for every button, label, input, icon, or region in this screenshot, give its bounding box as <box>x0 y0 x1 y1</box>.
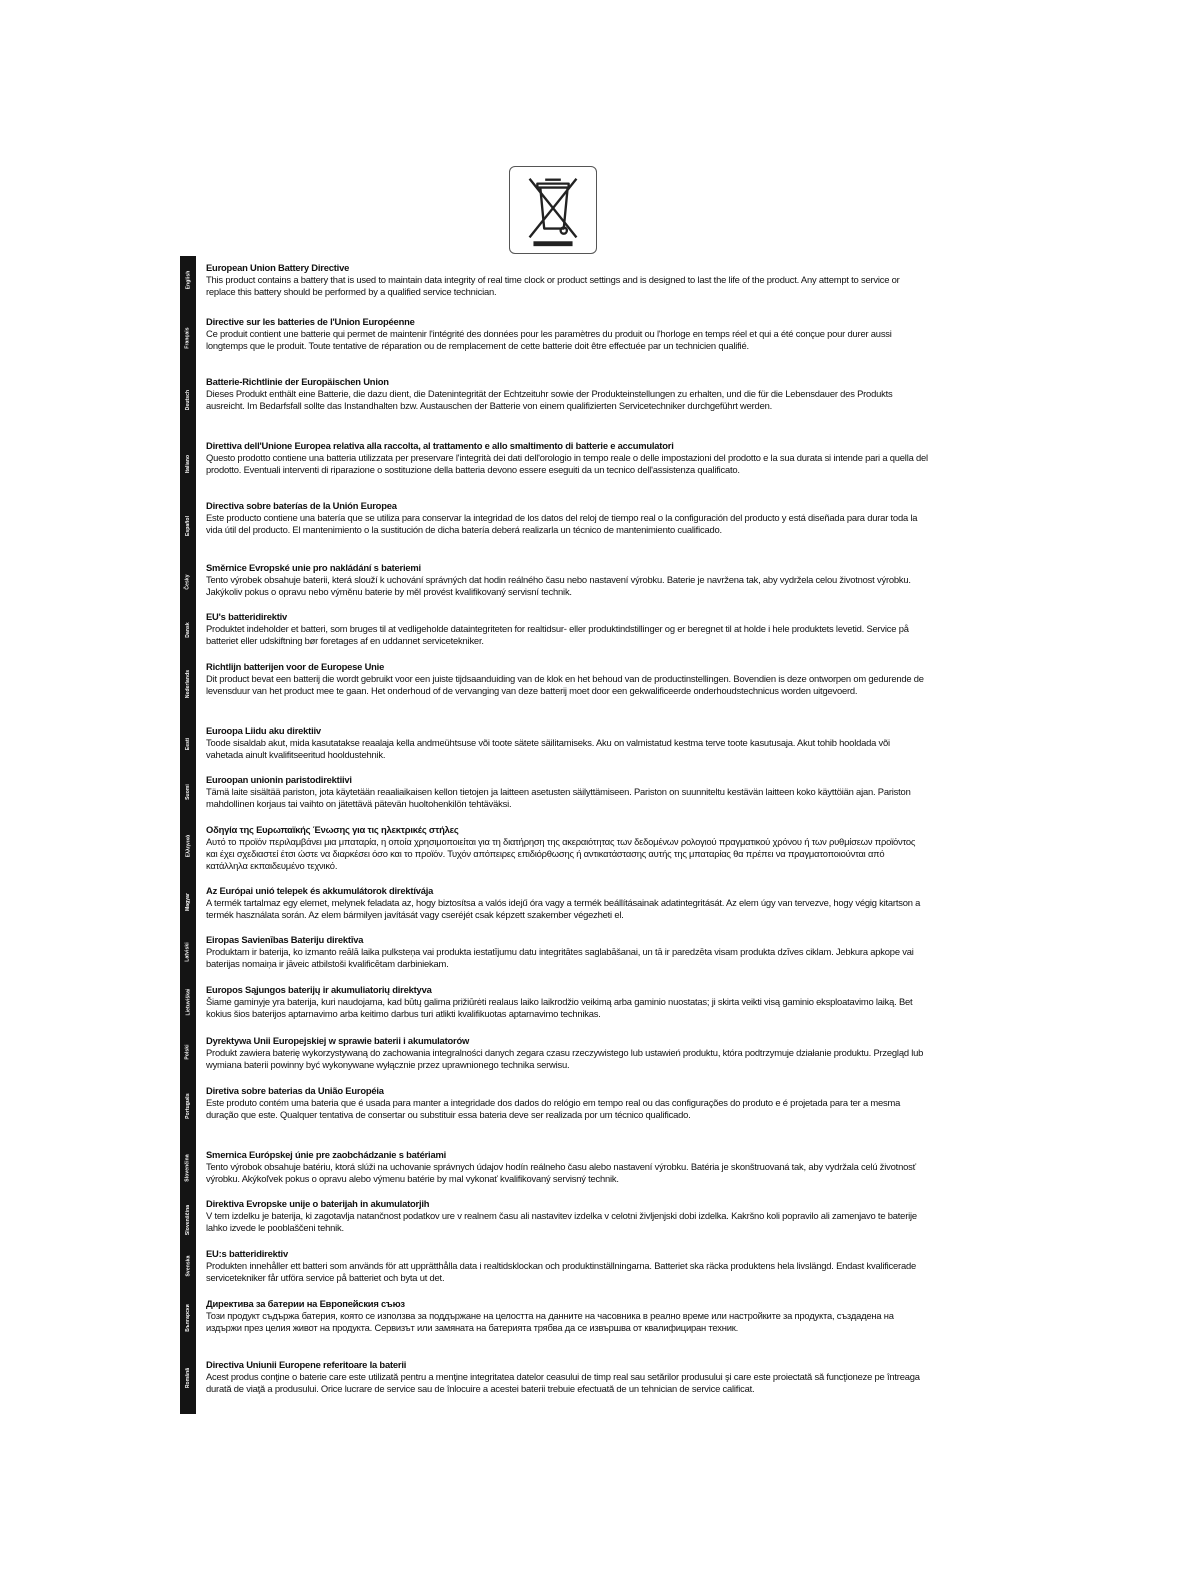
directive-section <box>206 1359 928 1395</box>
section-title: Europos Sąjungos baterijų ir akumuliatorių direktyva <box>206 984 432 995</box>
section-title: EU's batteridirektiv <box>206 611 288 622</box>
directive-section <box>206 824 928 872</box>
language-tab: English <box>185 270 192 290</box>
directive-section <box>206 562 928 598</box>
language-tab: Ελληνικά <box>185 834 191 858</box>
section-title: Directiva Uniunii Europene referitoare la baterii <box>206 1359 407 1370</box>
language-tab: Polski <box>185 1044 191 1060</box>
section-body: Šiame gaminyje yra baterija, kuri naudojama, kad būtų galima prižiūrėti realaus laiko laikrodžio veikimą arba gaminio nuostatas; ji skirta veikti visą gaminio eksploatavimo laiką. Bet kokius šios baterijos aptarnavimo arba keitimo darbus turi atlikti kvalifikuotas aptarnavimo technikas. <box>206 996 913 1019</box>
section-body: Este produto contém uma bateria que é usada para manter a integridade dos dados do relógio em tempo real ou das configurações do produto e é projetada para ter a mesma duração que este. Qualquer tentativa de consertar ou substituir essa bateria deve ser realizada por um técnico qualificado. <box>206 1097 901 1120</box>
section-body: Dieses Produkt enthält eine Batterie, die dazu dient, die Datenintegrität der Echtzeituhr sowie der Produkteinstellungen zu erhalten, und die für die Lebensdauer des Produkts ausreicht. Im Bedarfsfall sollte das Instandhalten bzw. Austauschen der Batterie von einem qualifizierten Servicetechniker durchgeführt werden. <box>206 388 893 411</box>
section-body: Dit product bevat een batterij die wordt gebruikt voor een juiste tijdsaanduiding van de klok en het behoud van de productinstellingen. Bovendien is deze ontworpen om gedurende de levensduur van het product mee te gaan. Het onderhoud of de vervanging van deze batterij moet door een gekwalificeerde onderhoudstechnicus worden uitgevoerd. <box>206 673 924 696</box>
section-title: Директива за батерии на Европейския съюз <box>206 1298 405 1309</box>
language-tab: Español <box>185 515 191 537</box>
section-body: V tem izdelku je baterija, ki zagotavlja natančnost podatkov ure v realnem času ali nastavitev izdelka v celotni življenjski dobi izdelka. Kakršno koli popravilo ali zamenjavo te baterije lahko izvede le pooblaščeni tehnik. <box>206 1210 917 1233</box>
section-title: EU:s batteridirektiv <box>206 1248 288 1259</box>
directive-section <box>206 984 928 1020</box>
section-title: Euroopa Liidu aku direktiiv <box>206 725 321 736</box>
directive-section <box>206 661 928 697</box>
section-body: Produktet indeholder et batteri, som bruges til at vedligeholde dataintegriteten for realtidsur- eller produktindstillinger og er beregnet til at holde i hele produktets levetid. Service på batteriet eller udskiftning bør foretages af en uddannet servicetekniker. <box>206 623 909 646</box>
directive-section <box>206 611 928 647</box>
section-title: Směrnice Evropské unie pro nakládání s bateriemi <box>206 562 421 573</box>
language-tab: Svenska <box>185 1255 191 1277</box>
directive-section <box>206 934 928 970</box>
section-body: Tämä laite sisältää pariston, jota käytetään reaaliaikaisen kellon tietojen ja laitteen asetusten säilyttämiseen. Pariston on suunniteltu kestävän laitteen koko käyttöiän ajan. Pariston mahdollinen korjaus tai vaihto on jätettävä pätevän huoltohenkilön tehtäväksi. <box>206 786 911 809</box>
language-tab: Dansk <box>184 622 191 638</box>
directive-section <box>206 1085 928 1121</box>
section-body: Този продукт съдържа батерия, която се използва за поддържане на целостта на данните на часовника в реално време или настройките за продукта, създадена на издържи през целия живот на продукта. Сервизът или замяната на батерията трябва да се извършва от квалифициран техник. <box>206 1310 894 1333</box>
section-body: Tento výrobek obsahuje baterii, která slouží k uchování správných dat hodin reálného času nebo nastavení výrobku. Baterie je navržena tak, aby vydržela celou životnost výrobku. Jakýkoliv pokus o opravu nebo výměnu baterie by měl provést kvalifikovaný servisní technik. <box>206 574 911 597</box>
directive-section <box>206 376 928 412</box>
language-tab: Slovenčina <box>185 1154 191 1182</box>
section-body: This product contains a battery that is used to maintain data integrity of real time clock or product settings and is designed to last the life of the product. Any attempt to service or replace this battery should be performed by a qualified service technician. <box>206 274 900 297</box>
section-title: Diretiva sobre baterias da União Européia <box>206 1085 384 1096</box>
directive-section <box>206 316 928 352</box>
language-tab: Česky <box>184 574 191 590</box>
section-body: Toode sisaldab akut, mida kasutatakse reaalaja kella andmeühtsuse või toote sätete säilitamiseks. Aku on valmistatud kestma terve toote kasutusaja. Akut tohib hooldada või vahetada ainult kvalifitseeritud hooldustehnik. <box>206 737 890 760</box>
directive-section <box>206 500 928 536</box>
language-tab: Português <box>185 1093 191 1119</box>
language-tab: Română <box>185 1367 192 1389</box>
section-title: Dyrektywa Unii Europejskiej w sprawie baterii i akumulatorów <box>206 1035 470 1046</box>
section-title: Batterie-Richtlinie der Europäischen Union <box>206 376 389 387</box>
section-body: Tento výrobok obsahuje batériu, ktorá slúži na uchovanie správnych údajov hodín reálneho času alebo nastavení výrobku. Batéria je skonštruovaná tak, aby vydržala celú životnosť výrobku. Akýkoľvek pokus o opravu alebo výmenu batérie by mal vykonať kvalifikovaný servisný technik. <box>206 1161 916 1184</box>
section-title: Az Európai unió telepek és akkumulátorok direktívája <box>206 885 434 896</box>
language-tab: Italiano <box>185 454 191 474</box>
directive-section <box>206 262 928 298</box>
language-tab: Français <box>185 327 191 349</box>
section-title: European Union Battery Directive <box>206 262 350 273</box>
section-body: Este producto contiene una batería que se utiliza para conservar la integridad de los datos del reloj de tiempo real o la configuración del producto y está diseñada para durar toda la vida útil del producto. El mantenimiento o la sustitución de dicha batería deberá realizarla un técnico de mantenimiento cualificado. <box>206 512 918 535</box>
section-body: Acest produs conţine o baterie care este utilizată pentru a menţine integritatea datelor ceasului de timp real sau setărilor produsului şi care este proiectată să funcţioneze pe întreaga durată de viaţă a produsului. Orice lucrare de service sau de înlocuire a acestei baterii trebuie efectuată de un tehnician de service calificat. <box>206 1371 920 1394</box>
language-tab: Deutsch <box>185 389 191 411</box>
directive-section <box>206 774 928 810</box>
directive-section <box>206 1149 928 1185</box>
section-body: Questo prodotto contiene una batteria utilizzata per preservare l'integrità dei dati dell'orologio in tempo reale o delle impostazioni del prodotto e la sua durata si intende pari a quella del prodotto. Eventuali interventi di riparazione o sostituzione della batteria devono essere eseguiti da un tecnico dell'assistenza qualificato. <box>206 452 928 475</box>
language-tab: Eesti <box>184 737 191 751</box>
section-title: Direttiva dell'Unione Europea relativa alla raccolta, al trattamento e allo smaltimento di batterie e accumulatori <box>206 440 674 451</box>
directive-section <box>206 1035 928 1071</box>
section-title: Smernica Európskej únie pre zaobchádzanie s batériami <box>206 1149 447 1160</box>
section-body: Produktam ir baterija, ko izmanto reālā laika pulksteņa vai produkta iestatījumu datu integritātes saglabāšanai, un tā ir paredzēta visam produkta dzīves ciklam. Jebkura apkope vai baterijas nomaiņa ir jāveic atbilstoši kvalificētam darbiniekam. <box>206 946 914 969</box>
language-tab: Nederlands <box>185 669 192 699</box>
section-body: Produkt zawiera baterię wykorzystywaną do zachowania integralności danych zegara czasu rzeczywistego lub ustawień produktu, która podtrzymuje działanie produktu. Przegląd lub wymiana baterii powinny być wykonywane wyłącznie przez uprawnionego technika serwisu. <box>206 1047 924 1070</box>
language-sidebar <box>180 256 196 1414</box>
language-tab: Български <box>185 1304 191 1332</box>
section-title: Direktiva Evropske unije o baterijah in akumulatorjih <box>206 1198 430 1209</box>
section-title: Euroopan unionin paristodirektiivi <box>206 774 352 785</box>
crossed-out-wheelie-bin-icon <box>510 167 596 253</box>
section-body: Produkten innehåller ett batteri som används för att upprätthålla data i realtidsklockan och produktinställningarna. Batteriet ska räcka produktens hela livslängd. Endast kvalificerade servicetekniker får utföra service på batteriet och byta ut det. <box>206 1260 916 1283</box>
section-body: Ce produit contient une batterie qui permet de maintenir l'intégrité des données pour les paramètres du produit ou l'horloge en temps réel et qui a été conçue pour durer aussi longtemps que le produit. Toute tentative de réparation ou de remplacement de cette batterie doit être effectuée par un technicien qualifié. <box>206 328 892 351</box>
directive-section <box>206 1198 928 1234</box>
weee-logo <box>509 166 597 254</box>
section-title: Οδηγία της Ευρωπαϊκής Ένωσης για τις ηλεκτρικές στήλες <box>206 824 459 835</box>
section-body: Αυτό το προϊόν περιλαμβάνει μια μπαταρία, η οποία χρησιμοποιείται για τη διατήρηση της ακεραιότητας των δεδομένων ρολογιού πραγματικού χρόνου ή των ρυθμίσεων προϊόντος και έχει σχεδιαστεί έτσι ώστε να διαρκέσει όσο και το προϊόν. Τυχόν απόπειρες επιδιόρθωσης ή αντικατάστασης αυτής της μπαταρίας θα πρέπει να πραγματοποιούνται από κατάλληλα εκπαιδευμένο τεχνικό. <box>206 836 916 871</box>
language-tab: Slovenščina <box>185 1204 191 1236</box>
section-title: Directiva sobre baterías de la Unión Europea <box>206 500 397 511</box>
language-tab: Lietuviškai <box>185 988 192 1016</box>
language-tab: Magyar <box>185 892 192 912</box>
directive-section <box>206 1298 928 1334</box>
section-title: Eiropas Savienības Bateriju direktīva <box>206 934 364 945</box>
section-body: A termék tartalmaz egy elemet, melynek feladata az, hogy biztosítsa a valós idejű óra vagy a termék beállításainak adatintegritását. Az elem úgy van tervezve, hogy végig kitartson a termék használata során. Az elem bármilyen javítását vagy cseréjét csak képzett szakember végezheti el. <box>206 897 921 920</box>
directive-section <box>206 1248 928 1284</box>
language-tab: Latviski <box>185 942 192 962</box>
section-title: Richtlijn batterijen voor de Europese Unie <box>206 661 385 672</box>
directive-section <box>206 885 928 921</box>
directive-section <box>206 725 928 761</box>
section-title: Directive sur les batteries de l'Union Européenne <box>206 316 415 327</box>
directive-section <box>206 440 928 476</box>
language-tab: Suomi <box>185 784 191 800</box>
